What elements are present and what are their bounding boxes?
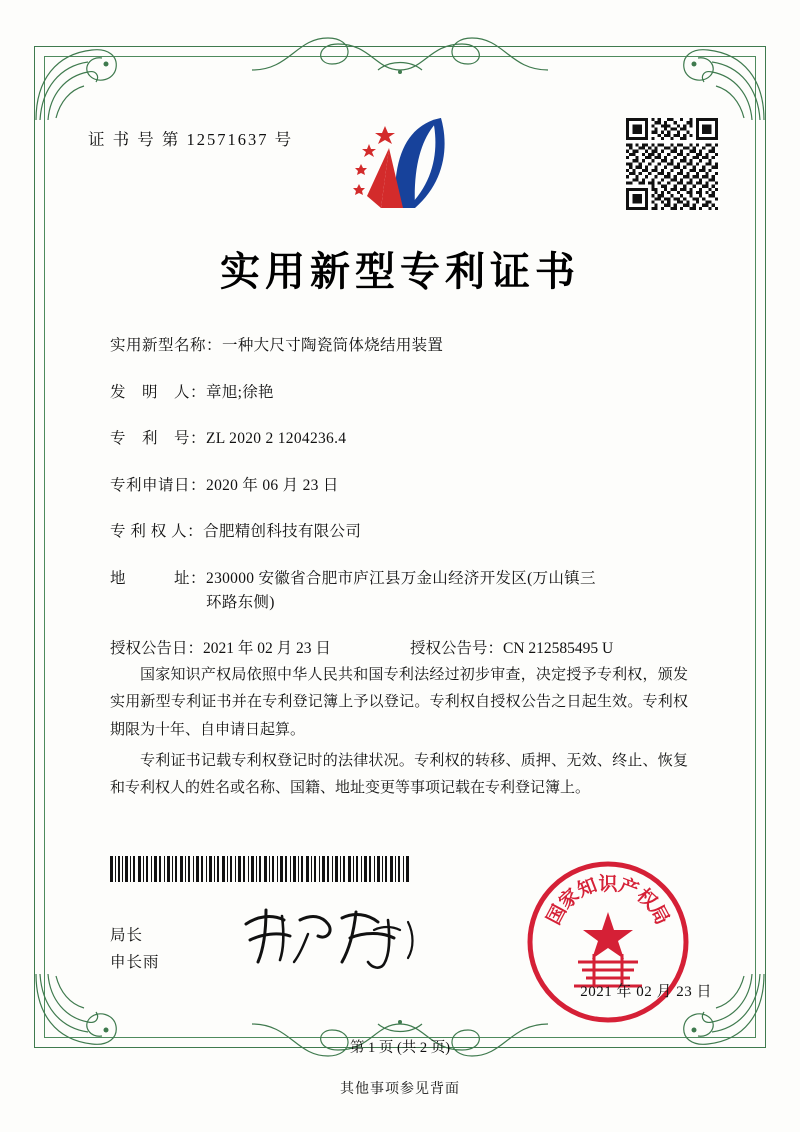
director-name-label: 申长雨: [110, 954, 160, 972]
corner-ornament-top-right: [674, 40, 770, 126]
field-label: 专利申请日：: [110, 476, 207, 494]
svg-text:国: 国: [543, 901, 571, 929]
page-number: 第 1 页 (共 2 页): [349, 1040, 451, 1056]
field-value: 章旭;徐艳: [206, 383, 274, 401]
field-grant-date: [110, 637, 410, 661]
field-value: 2020 年 06 月 23 日: [206, 476, 339, 494]
field-label: 专 利 号：: [110, 430, 207, 448]
field-value: CN 212585495 U: [503, 640, 614, 658]
field-grant-number: [410, 637, 700, 661]
field-value: 2021 年 02 月 23 日: [203, 640, 331, 658]
field-value: 一种大尺寸陶瓷筒体烧结用装置: [222, 337, 444, 354]
paragraph-1: 国家知识产权局依照中华人民共和国专利法经过初步审查，决定授予专利权，颁发实用新型专利证书并在专利登记簿上予以登记。专利权自授权公告之日起生效。专利权期限为十年、自申请日起算。: [110, 667, 688, 738]
field-label: 授权公告号：: [410, 640, 504, 658]
svg-text:识: 识: [598, 874, 618, 895]
field-label: 授权公告日：: [110, 640, 204, 658]
field-value: ZL 2020 2 1204236.4: [206, 430, 347, 448]
handwritten-signature: [238, 900, 428, 972]
svg-text:知: 知: [574, 875, 601, 902]
paragraph-2: 专利证书记载专利权登记时的法律状况。专利权的转移、质押、无效、终止、恢复和专利权人的姓名或名称、国籍、地址变更等事项记载在专利登记簿上。: [110, 752, 688, 797]
field-application-date: [110, 474, 700, 498]
field-value: 合肥精创科技有限公司: [203, 523, 362, 541]
field-label: 地 址：: [110, 569, 207, 587]
field-value-line1: 230000 安徽省合肥市庐江县万金山经济开发区(万山镇三: [206, 569, 596, 587]
field-label: 实用新型名称：: [110, 337, 223, 354]
seal-date: 2021 年 02 月 23 日: [580, 984, 712, 1000]
svg-text:局: 局: [645, 901, 673, 929]
field-list: [110, 334, 700, 684]
field-patentee: [110, 520, 700, 544]
legal-text: [110, 662, 688, 806]
director-title-label: 局长: [110, 927, 144, 944]
cnipa-logo-icon: [345, 112, 465, 224]
qr-code: [626, 118, 718, 210]
svg-text:家: 家: [555, 885, 584, 914]
page-title: 实用新型专利证书: [220, 249, 580, 294]
field-label: 发 明 人：: [110, 383, 207, 401]
signature-block: [110, 922, 160, 976]
svg-text:权: 权: [632, 885, 661, 914]
footer-note: 其他事项参见背面: [340, 1082, 460, 1097]
field-grant-row: [110, 637, 700, 661]
field-value-wrapper: [206, 567, 700, 615]
field-inventor: [110, 381, 700, 405]
svg-text:产: 产: [615, 875, 642, 902]
field-value-line2: 环路东侧): [206, 593, 275, 611]
certificate-number: 证 书 号 第 12571637 号: [88, 130, 294, 149]
field-address: [110, 567, 700, 615]
field-patent-number: [110, 427, 700, 451]
top-flourish-ornament: [250, 30, 550, 74]
field-utility-model-name: [110, 334, 700, 358]
barcode: [110, 856, 410, 882]
field-label: 专 利 权 人：: [110, 523, 204, 541]
corner-ornament-top-left: [30, 40, 126, 126]
